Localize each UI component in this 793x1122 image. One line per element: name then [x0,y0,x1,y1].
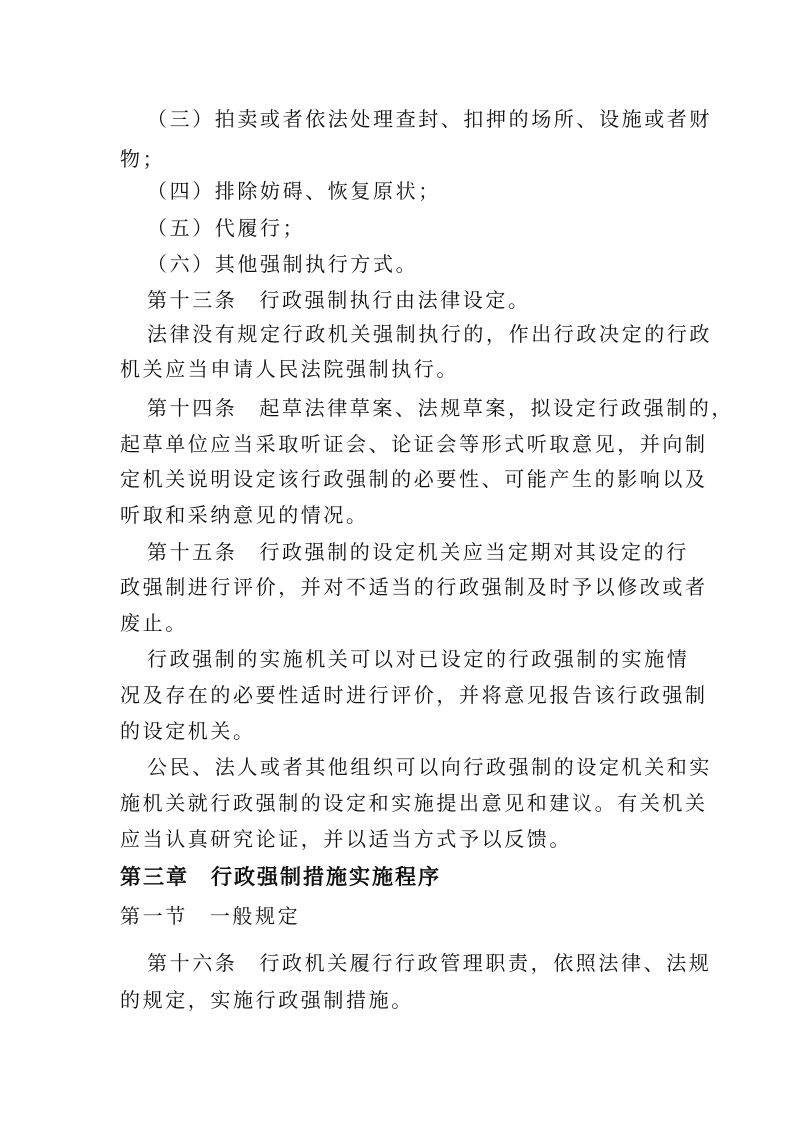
paragraph-line: 况及存在的必要性适时进行评价，并将意见报告该行政强制 [120,683,708,707]
section-heading [120,903,680,929]
paragraph-line: 应当认真研究论证，并以适当方式予以反馈。 [120,827,572,851]
article-15-line [147,539,689,565]
section-number: 第一节 [120,904,188,928]
paragraph-line: 机关应当申请人民法院强制执行。 [120,357,459,381]
paragraph-line: （四）排除妨碍、恢复原状； [147,179,441,203]
paragraph-line: 物； [120,147,166,171]
paragraph-line: 政强制进行评价，并对不适当的行政强制及时予以修改或者 [120,575,708,599]
paragraph-line: （六）其他强制执行方式。 [147,252,419,276]
article-text: 起草法律草案、法规草案，拟设定行政强制的， [259,396,735,420]
paragraph-line: 定机关说明设定该行政强制的必要性、可能产生的影响以及 [120,467,708,491]
paragraph-line: （三）拍卖或者依法处理查封、扣押的场所、设施或者财 [147,107,712,131]
paragraph-line: 的规定，实施行政强制措施。 [120,988,414,1012]
paragraph-line: 废止。 [120,611,188,635]
article-number: 第十四条 [147,396,238,420]
paragraph-line: 行政强制的实施机关可以对已设定的行政强制的实施情 [147,647,690,671]
paragraph-line: 公民、法人或者其他组织可以向行政强制的设定机关和实 [147,755,712,779]
paragraph-line: 起草单位应当采取听证会、论证会等形式听取意见，并向制 [120,432,708,456]
section-title: 一般规定 [209,904,301,928]
chapter-number: 第三章 [120,865,189,889]
paragraph-line: 施机关就行政强制的设定和实施提出意见和建议。有关机关 [120,791,708,815]
article-text: 行政强制执行由法律设定。 [259,288,531,312]
paragraph-line: 法律没有规定行政机关强制执行的，作出行政决定的行政 [147,322,712,346]
paragraph-line: 听取和采纳意见的情况。 [120,503,369,527]
paragraph-line: （五）代履行； [147,216,306,240]
article-14-line [147,395,735,421]
article-number: 第十五条 [147,540,238,564]
article-13-line [147,287,680,313]
chapter-title: 行政强制措施实施程序 [211,865,441,889]
article-number: 第十六条 [147,951,238,975]
article-number: 第十三条 [147,288,238,312]
article-text: 行政强制的设定机关应当定期对其设定的行 [259,540,689,564]
article-16-line [147,950,712,976]
paragraph-line: 的设定机关。 [120,719,256,743]
article-text: 行政机关履行行政管理职责，依照法律、法规 [259,951,712,975]
chapter-heading [120,864,680,890]
